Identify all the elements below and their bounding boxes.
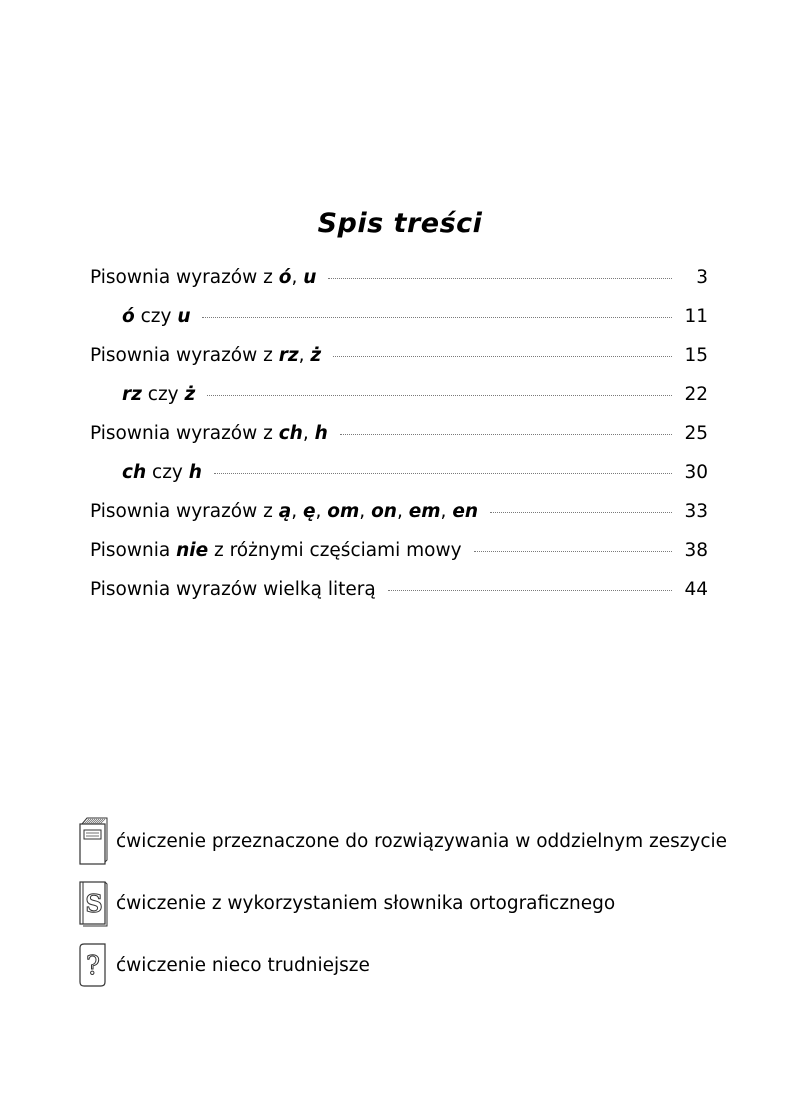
toc-text: Pisownia wyrazów z — [90, 423, 279, 444]
toc-entry — [90, 267, 708, 306]
question-card-icon — [78, 940, 108, 990]
legend — [78, 810, 738, 996]
toc-text: Pisownia wyrazów z — [90, 267, 279, 288]
toc-text: Pisownia wyrazów z — [90, 345, 279, 366]
toc-leader-dots — [207, 394, 672, 396]
toc-entry-title — [122, 384, 195, 405]
toc-emphasis: ę — [302, 501, 316, 522]
toc-text: Pisownia — [90, 540, 177, 561]
toc-text: , — [291, 501, 303, 522]
toc-emphasis: h — [188, 462, 202, 483]
toc-emphasis: on — [371, 501, 397, 522]
toc-entry-title — [90, 423, 328, 444]
toc-emphasis: ż — [310, 345, 322, 366]
toc-entry — [90, 423, 708, 462]
toc-page-number: 15 — [684, 345, 708, 366]
toc-page-number: 33 — [684, 501, 708, 522]
toc-page-number: 25 — [684, 423, 708, 444]
toc-text: czy — [141, 384, 185, 405]
toc-leader-dots — [214, 472, 672, 474]
toc-text: , — [396, 501, 409, 522]
toc-text: z różnymi częściami mowy — [208, 540, 462, 561]
toc-leader-dots — [340, 433, 672, 435]
toc-page-number: 11 — [684, 306, 708, 327]
toc-emphasis: ch — [122, 462, 147, 483]
toc-text: , — [315, 501, 328, 522]
toc-leader-dots — [333, 355, 672, 357]
toc-entry — [90, 540, 708, 579]
toc-text: , — [359, 501, 372, 522]
toc-emphasis: rz — [278, 345, 299, 366]
legend-text: ćwiczenie nieco trudniejsze — [116, 954, 370, 976]
toc-emphasis: ą — [278, 501, 292, 522]
toc-entry — [90, 462, 708, 501]
toc-emphasis: ó — [278, 267, 292, 288]
legend-item-difficult — [78, 934, 738, 996]
toc-emphasis: en — [452, 501, 479, 522]
toc-leader-dots — [490, 511, 672, 513]
toc-page-number: 22 — [684, 384, 708, 405]
toc-entry-title — [90, 501, 478, 522]
legend-item-notebook — [78, 810, 738, 872]
toc-text: Pisownia wyrazów wielką literą — [90, 579, 376, 600]
toc-entry-title — [90, 579, 376, 600]
table-of-contents — [90, 267, 708, 618]
dictionary-icon — [78, 878, 108, 928]
toc-leader-dots — [474, 550, 672, 552]
toc-emphasis: em — [408, 501, 441, 522]
toc-emphasis: ch — [278, 423, 303, 444]
toc-entry — [90, 345, 708, 384]
question-letter: ? — [86, 951, 100, 981]
toc-leader-dots — [328, 277, 672, 279]
toc-page-number: 38 — [684, 540, 708, 561]
toc-emphasis: u — [177, 306, 191, 327]
toc-entry-title — [122, 462, 202, 483]
toc-emphasis: h — [314, 423, 328, 444]
toc-entry-title — [90, 540, 462, 561]
toc-emphasis: ż — [184, 384, 196, 405]
toc-entry — [90, 579, 708, 618]
toc-text: , — [291, 267, 304, 288]
toc-entry — [90, 306, 708, 345]
toc-emphasis: nie — [176, 540, 209, 561]
legend-text: ćwiczenie przeznaczone do rozwiązywania w oddzielnym zeszycie — [116, 830, 728, 852]
toc-text: czy — [146, 462, 189, 483]
page-title: Spis treści — [317, 208, 483, 240]
toc-leader-dots — [388, 589, 672, 591]
toc-text: , — [302, 423, 315, 444]
toc-page-number: 44 — [684, 579, 708, 600]
toc-text: czy — [134, 306, 178, 327]
toc-entry — [90, 501, 708, 540]
legend-text: ćwiczenie z wykorzystaniem słownika ortograficznego — [116, 892, 616, 914]
toc-text: , — [298, 345, 311, 366]
legend-item-dictionary — [78, 872, 738, 934]
toc-page-number: 30 — [684, 462, 708, 483]
toc-entry-title — [90, 267, 316, 288]
toc-page-number: 3 — [696, 267, 708, 288]
toc-entry-title — [122, 306, 190, 327]
toc-entry — [90, 384, 708, 423]
toc-text: Pisownia wyrazów z — [90, 501, 279, 522]
notebook-icon — [78, 816, 108, 866]
toc-emphasis: ó — [122, 306, 135, 327]
toc-entry-title — [90, 345, 321, 366]
toc-text: , — [440, 501, 453, 522]
dictionary-letter: S — [85, 889, 103, 918]
toc-emphasis: om — [327, 501, 360, 522]
toc-emphasis: u — [303, 267, 317, 288]
toc-leader-dots — [202, 316, 672, 318]
toc-emphasis: rz — [122, 384, 142, 405]
